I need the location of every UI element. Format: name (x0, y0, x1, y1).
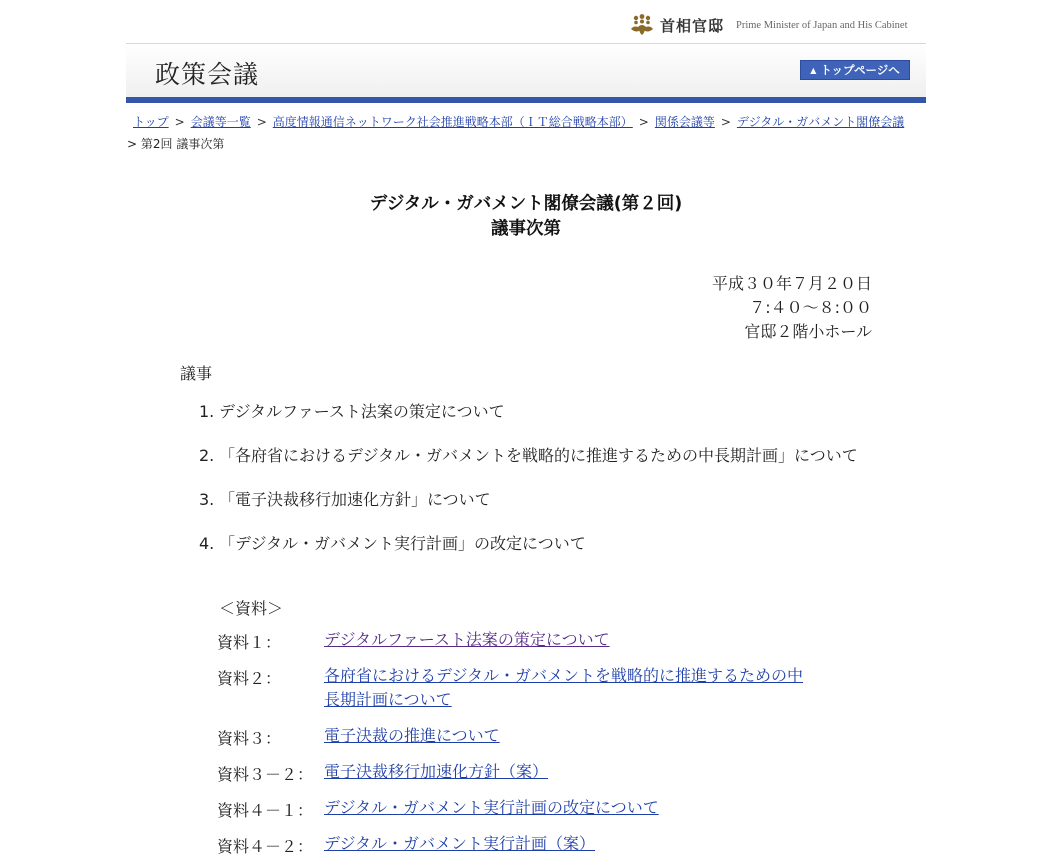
agenda-heading: 議事 (180, 364, 213, 383)
material-link-3-2[interactable]: 電子決裁移行加速化方針（案） (324, 762, 549, 781)
material-label: 資料１： (217, 633, 282, 652)
material-label: 資料４－１： (217, 801, 314, 820)
agenda-item (199, 531, 586, 554)
breadcrumb-separator: > (174, 115, 185, 129)
agenda-item (199, 443, 858, 466)
material-link-2[interactable] (324, 664, 803, 712)
material-link-4-1[interactable]: デジタル・ガバメント実行計画の改定について (324, 798, 659, 817)
material-link-1[interactable]: デジタルファースト法案の策定について (324, 630, 610, 649)
agenda-item-text: 「各府省におけるデジタル・ガバメントを戦略的に推進するための中長期計画」について (219, 446, 858, 465)
breadcrumb (127, 111, 927, 155)
material-link-2-line-2[interactable]: 長期計画について (324, 690, 452, 709)
title-line-2: 議事次第 (491, 219, 561, 239)
breadcrumb-link-top[interactable]: トップ (133, 115, 169, 129)
agenda-item-text: 「電子決裁移行加速化方針」について (219, 490, 491, 509)
breadcrumb-link-meetings[interactable]: 会議等一覧 (190, 115, 251, 129)
agenda-item-number: 4. (199, 534, 215, 553)
meeting-place: 官邸２階小ホール (744, 322, 872, 341)
title-line-1: デジタル・ガバメント閣僚会議(第２回) (369, 194, 683, 214)
material-label: 資料４－２： (217, 837, 314, 856)
top-page-button-label: トップページへ (820, 63, 900, 77)
triangle-up-icon: ▲ (810, 65, 817, 75)
logo-english-text: Prime Minister of Japan and His Cabinet (736, 19, 908, 31)
paulownia-crest-icon (629, 13, 655, 37)
breadcrumb-link-related[interactable]: 関係会議等 (654, 115, 715, 129)
breadcrumb-separator: > (638, 115, 649, 129)
material-link-3[interactable]: 電子決裁の推進について (324, 726, 500, 745)
page-heading: 政策会議 (155, 60, 260, 89)
top-page-button[interactable] (800, 60, 910, 80)
meeting-time: ７:４０～８:００ (749, 298, 872, 317)
material-label: 資料３－２： (217, 765, 314, 784)
breadcrumb-link-dg-council[interactable]: デジタル・ガバメント閣僚会議 (736, 115, 905, 129)
agenda-item-number: 1. (199, 402, 215, 421)
breadcrumb-current: > 第2回 議事次第 (127, 137, 225, 151)
agenda-item (199, 399, 505, 422)
agenda-item-text: 「デジタル・ガバメント実行計画」の改定について (219, 534, 586, 553)
header-rule (126, 97, 926, 103)
site-logo[interactable] (629, 12, 908, 38)
breadcrumb-link-it-hq[interactable]: 高度情報通信ネットワーク社会推進戦略本部（ＩＴ総合戦略本部） (272, 115, 633, 129)
agenda-item-text: デジタルファースト法案の策定について (219, 402, 505, 421)
breadcrumb-separator: > (256, 115, 267, 129)
agenda-item-number: 2. (199, 446, 215, 465)
material-link-2-line-1[interactable]: 各府省におけるデジタル・ガバメントを戦略的に推進するための中 (324, 666, 804, 685)
material-label: 資料２： (217, 669, 282, 688)
material-link-4-2[interactable]: デジタル・ガバメント実行計画（案） (324, 834, 596, 853)
materials-heading: ＜資料＞ (219, 599, 284, 618)
meeting-date: 平成３０年７月２０日 (711, 274, 872, 293)
document-title (0, 192, 1052, 242)
logo-japanese-text: 首相官邸 (660, 16, 725, 35)
breadcrumb-separator: > (720, 115, 731, 129)
agenda-item-number: 3. (199, 490, 215, 509)
material-label: 資料３： (217, 729, 282, 748)
agenda-item (199, 487, 491, 510)
